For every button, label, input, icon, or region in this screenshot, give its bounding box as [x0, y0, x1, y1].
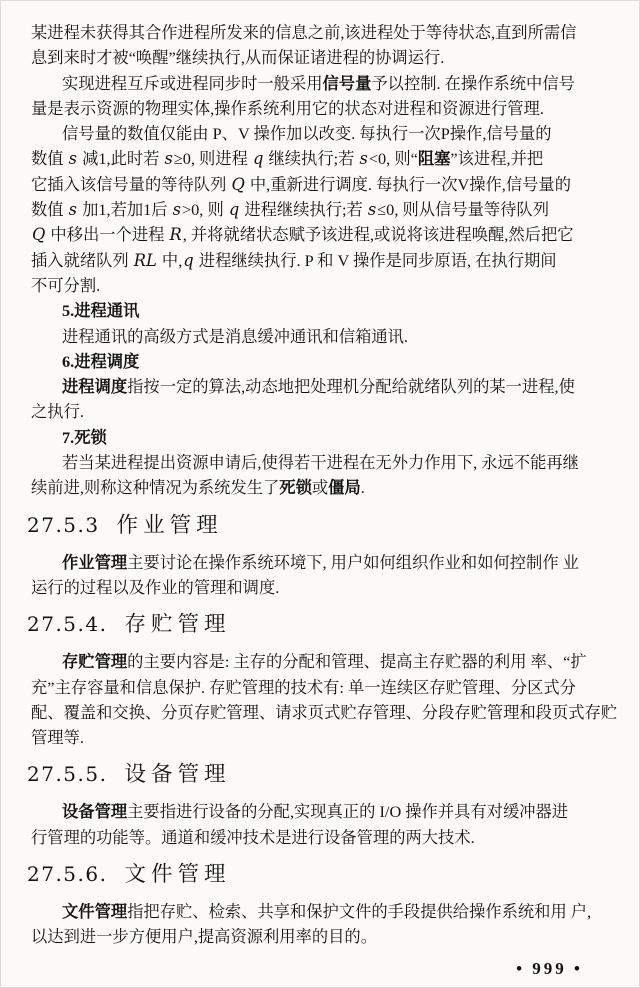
text-line [31, 172, 614, 197]
text-line [31, 349, 614, 374]
text-segment: s [359, 149, 368, 169]
text-segment: 减1,此时若 [78, 149, 164, 169]
text-line [31, 825, 614, 850]
text-line [31, 20, 614, 45]
text-line [31, 273, 614, 298]
text-segment: 死锁 [279, 478, 312, 498]
text-segment: 以达到进一步方便用户,提高资源利用率的目的。 [31, 927, 377, 947]
text-segment: 进程调度 [62, 377, 128, 397]
text-segment: 运行的过程以及作业的管理和调度. [31, 577, 280, 597]
text-segment: s [68, 200, 77, 220]
text-line [31, 146, 614, 171]
text-segment: 主要指进行设备的分配,实现真正的 I/O 操作并具有对缓冲器进 [127, 802, 569, 822]
text-segment: R [169, 225, 182, 245]
text-line [31, 399, 614, 424]
section-title: 设备管理 [124, 762, 231, 787]
section-number: 27.5.3 [27, 512, 100, 537]
text-segment: 插入就绪队列 [31, 250, 133, 270]
text-segment: 不可分割. [31, 275, 101, 295]
text-segment: ≤0, 则从信号量等待队列 [377, 200, 549, 220]
text-segment: 继续执行;若 [264, 149, 359, 169]
text-segment: 7.死锁 [62, 427, 107, 447]
text-segment: 6.进程调度 [62, 351, 140, 371]
text-segment: 实现进程互斥或进程同步时一般采用 [62, 73, 323, 93]
text-line [31, 675, 614, 700]
text-segment: 予以控制. 在操作系统中信号 [371, 73, 575, 93]
text-segment: 作业管理 [62, 552, 128, 572]
text-segment: 信号量的数值仅能由 P、V 操作加以改变. 每执行一次P操作,信号量的 [62, 124, 552, 144]
text-segment: s [367, 200, 377, 220]
text-segment: 续前进,则称这种情况为系统发生了 [31, 478, 280, 498]
text-segment: 阻塞 [417, 149, 451, 169]
text-segment: 5.进程通讯 [62, 301, 140, 321]
text-line [31, 248, 614, 273]
text-line [31, 700, 618, 725]
text-segment: 设备管理 [62, 802, 128, 822]
text-line [31, 197, 614, 222]
text-segment: Q [231, 174, 245, 194]
text-line [31, 324, 614, 349]
text-segment: 中, [157, 250, 183, 270]
text-line [31, 899, 614, 924]
text-segment: 僵局 [328, 478, 361, 498]
text-segment: , 并将就绪状态赋予该进程,或说将该进程唤醒,然后把它 [182, 225, 574, 245]
text-segment: s [172, 200, 181, 220]
section-title: 文件管理 [124, 862, 231, 887]
text-line [31, 725, 614, 750]
text-segment: 文件管理 [62, 902, 128, 922]
text-segment: Q [32, 225, 46, 245]
text-segment: RL [133, 250, 157, 270]
text-line [31, 298, 614, 323]
section-heading [27, 510, 614, 540]
text-segment: 指把存贮、检索、共享和保护文件的手段提供给操作系统和用 户, [127, 902, 592, 922]
text-segment: 存贮管理 [62, 652, 128, 672]
text-segment: 若当某进程提出资源申请后,使得若干进程在无外力作用下, 永远不能再继 [62, 453, 579, 473]
text-line [31, 475, 614, 500]
text-segment: 数值 [31, 149, 68, 169]
text-line [31, 45, 614, 70]
section-number: 27.5.4. [27, 612, 108, 637]
text-segment: ”该进程,并把 [450, 149, 544, 169]
text-segment: 管理等. [31, 728, 84, 748]
text-segment: q [183, 250, 194, 270]
text-line [31, 222, 614, 247]
text-line [31, 121, 614, 146]
text-line [31, 450, 614, 475]
text-segment: 或 [311, 478, 329, 498]
text-segment: 进程通讯的高级方式是消息缓冲通讯和信箱通讯. [62, 326, 408, 346]
text-line [31, 575, 614, 600]
section-title: 存贮管理 [124, 612, 231, 637]
text-line [31, 924, 614, 949]
text-segment: q [252, 149, 264, 169]
text-segment: 信号量 [322, 73, 372, 93]
text-segment: 息到来时才被“唤醒”继续执行,从而保证诸进程的协调运行. [31, 48, 445, 68]
text-segment: ≥0, 则进程 [173, 149, 252, 169]
text-segment: 的主要内容是: 主存的分配和管理、提高主存贮器的利用 率、“扩 [127, 652, 587, 672]
text-line [31, 96, 614, 121]
text-segment: 主要讨论在操作系统环境下, 用户如何组织作业和如何控制作 业 [127, 552, 579, 572]
text-segment: 指按一定的算法,动态地把处理机分配给就绪队列的某一进程,使 [127, 377, 575, 397]
text-segment: 充”主存容量和信息保护. 存贮管理的技术有: 单一连续区存贮管理、分区式分 [31, 677, 576, 697]
text-segment: 数值 [31, 200, 68, 220]
text-segment: 进程继续执行. P 和 V 操作是同步原语, 在执行期间 [194, 250, 557, 270]
text-segment: 加1,若加1后 [78, 200, 172, 220]
text-segment: 某进程未获得其合作进程所发来的信息之前,该进程处于等待状态,直到所需信 [31, 23, 577, 42]
text-segment: 配、覆盖和交换、分页存贮管理、请求页式贮存管理、分段存贮管理和段页式存贮 [31, 702, 618, 722]
text-line [31, 374, 614, 399]
text-segment: 它插入该信号量的等待队列 [31, 174, 231, 194]
text-segment: 进程继续执行;若 [240, 200, 367, 220]
section-title: 作业管理 [116, 512, 223, 537]
section-heading [27, 859, 614, 889]
section-number: 27.5.5. [27, 762, 108, 787]
text-segment: 行管理的功能等。通道和缓冲技术是进行设备管理的两大技术. [31, 827, 475, 847]
text-segment: >0, 则 [181, 200, 228, 220]
text-line [31, 550, 614, 575]
text-segment: s [164, 149, 173, 169]
text-segment: 量是表示资源的物理实体,操作系统利用它的状态对进程和资源进行管理. [31, 98, 544, 118]
text-line [31, 799, 614, 824]
text-line [31, 71, 614, 96]
text-line [31, 649, 614, 674]
text-segment: . [360, 478, 365, 498]
text-segment: s [68, 149, 77, 169]
text-line [31, 425, 614, 450]
text-segment: q [228, 200, 240, 220]
section-heading [27, 609, 614, 639]
text-segment: 中移出一个进程 [46, 225, 169, 245]
section-number: 27.5.6. [27, 862, 108, 887]
section-heading [27, 759, 614, 789]
text-segment: <0, 则“ [368, 149, 418, 169]
text-segment: 中,重新进行调度. 每执行一次V操作,信号量的 [245, 174, 571, 194]
page-number: • 999 • [516, 958, 583, 978]
text-segment: 之执行. [31, 402, 84, 422]
